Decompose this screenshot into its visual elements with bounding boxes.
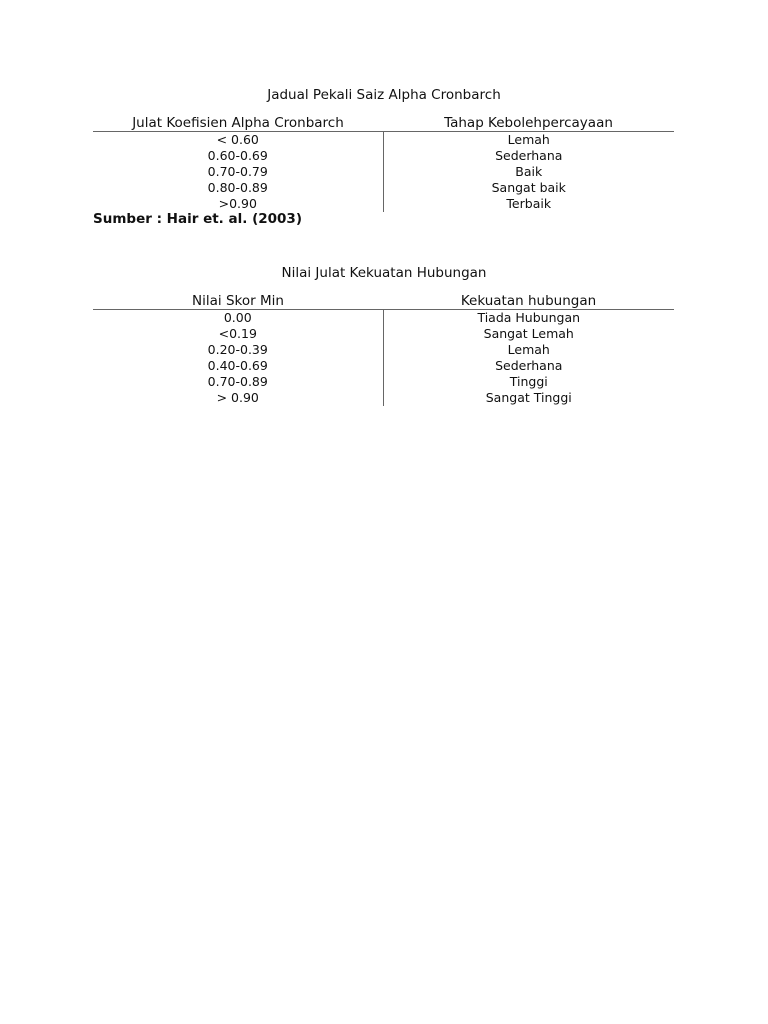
table-cell: Terbaik	[506, 196, 552, 211]
table-cell: 0.80-0.89	[93, 180, 384, 196]
table-cell: Lemah	[507, 342, 550, 357]
table-row	[93, 390, 674, 406]
table-cell: Tinggi	[509, 374, 548, 389]
table-cell: >0.90	[93, 196, 384, 212]
table-cell: 0.20-0.39	[93, 342, 384, 358]
table-cell: Baik	[515, 164, 543, 179]
table-row	[93, 132, 674, 148]
table-header	[93, 293, 674, 310]
table-cell: Sederhana	[495, 148, 563, 163]
reliability-table	[93, 115, 674, 212]
table-header	[93, 115, 674, 132]
table-cell: 0.40-0.69	[93, 358, 384, 374]
table-row	[93, 164, 674, 180]
table-row	[93, 148, 674, 164]
table-cell: <0.19	[93, 326, 384, 342]
table-cell: Sangat Lemah	[483, 326, 574, 341]
table-row	[93, 342, 674, 358]
table-row	[93, 310, 674, 326]
table-cell: Tiada Hubungan	[477, 310, 581, 325]
table-cell: 0.70-0.79	[93, 164, 384, 180]
table-cell: Lemah	[507, 132, 550, 147]
column-header: Kekuatan hubungan	[460, 293, 597, 309]
table-row	[93, 374, 674, 390]
table-cell: Sangat baik	[491, 180, 566, 195]
table-cell: Sederhana	[495, 358, 563, 373]
relationship-strength-table	[93, 293, 674, 406]
table-cell: 0.00	[93, 310, 384, 326]
table-row	[93, 326, 674, 342]
table-row	[93, 180, 674, 196]
table-cell: > 0.90	[93, 390, 384, 406]
column-header: Nilai Skor Min	[192, 293, 284, 309]
column-header: Julat Koefisien Alpha Cronbarch	[132, 115, 344, 131]
table-cell: Sangat Tinggi	[485, 390, 572, 405]
table1-title: Jadual Pekali Saiz Alpha Cronbarch	[267, 87, 501, 103]
table2-title: Nilai Julat Kekuatan Hubungan	[281, 265, 487, 281]
table-row	[93, 358, 674, 374]
table-cell: < 0.60	[93, 132, 384, 148]
table1-source: Sumber : Hair et. al. (2003)	[93, 211, 302, 227]
column-header: Tahap Kebolehpercayaan	[444, 115, 613, 131]
table-cell: 0.60-0.69	[93, 148, 384, 164]
table-cell: 0.70-0.89	[93, 374, 384, 390]
table-row	[93, 196, 674, 212]
